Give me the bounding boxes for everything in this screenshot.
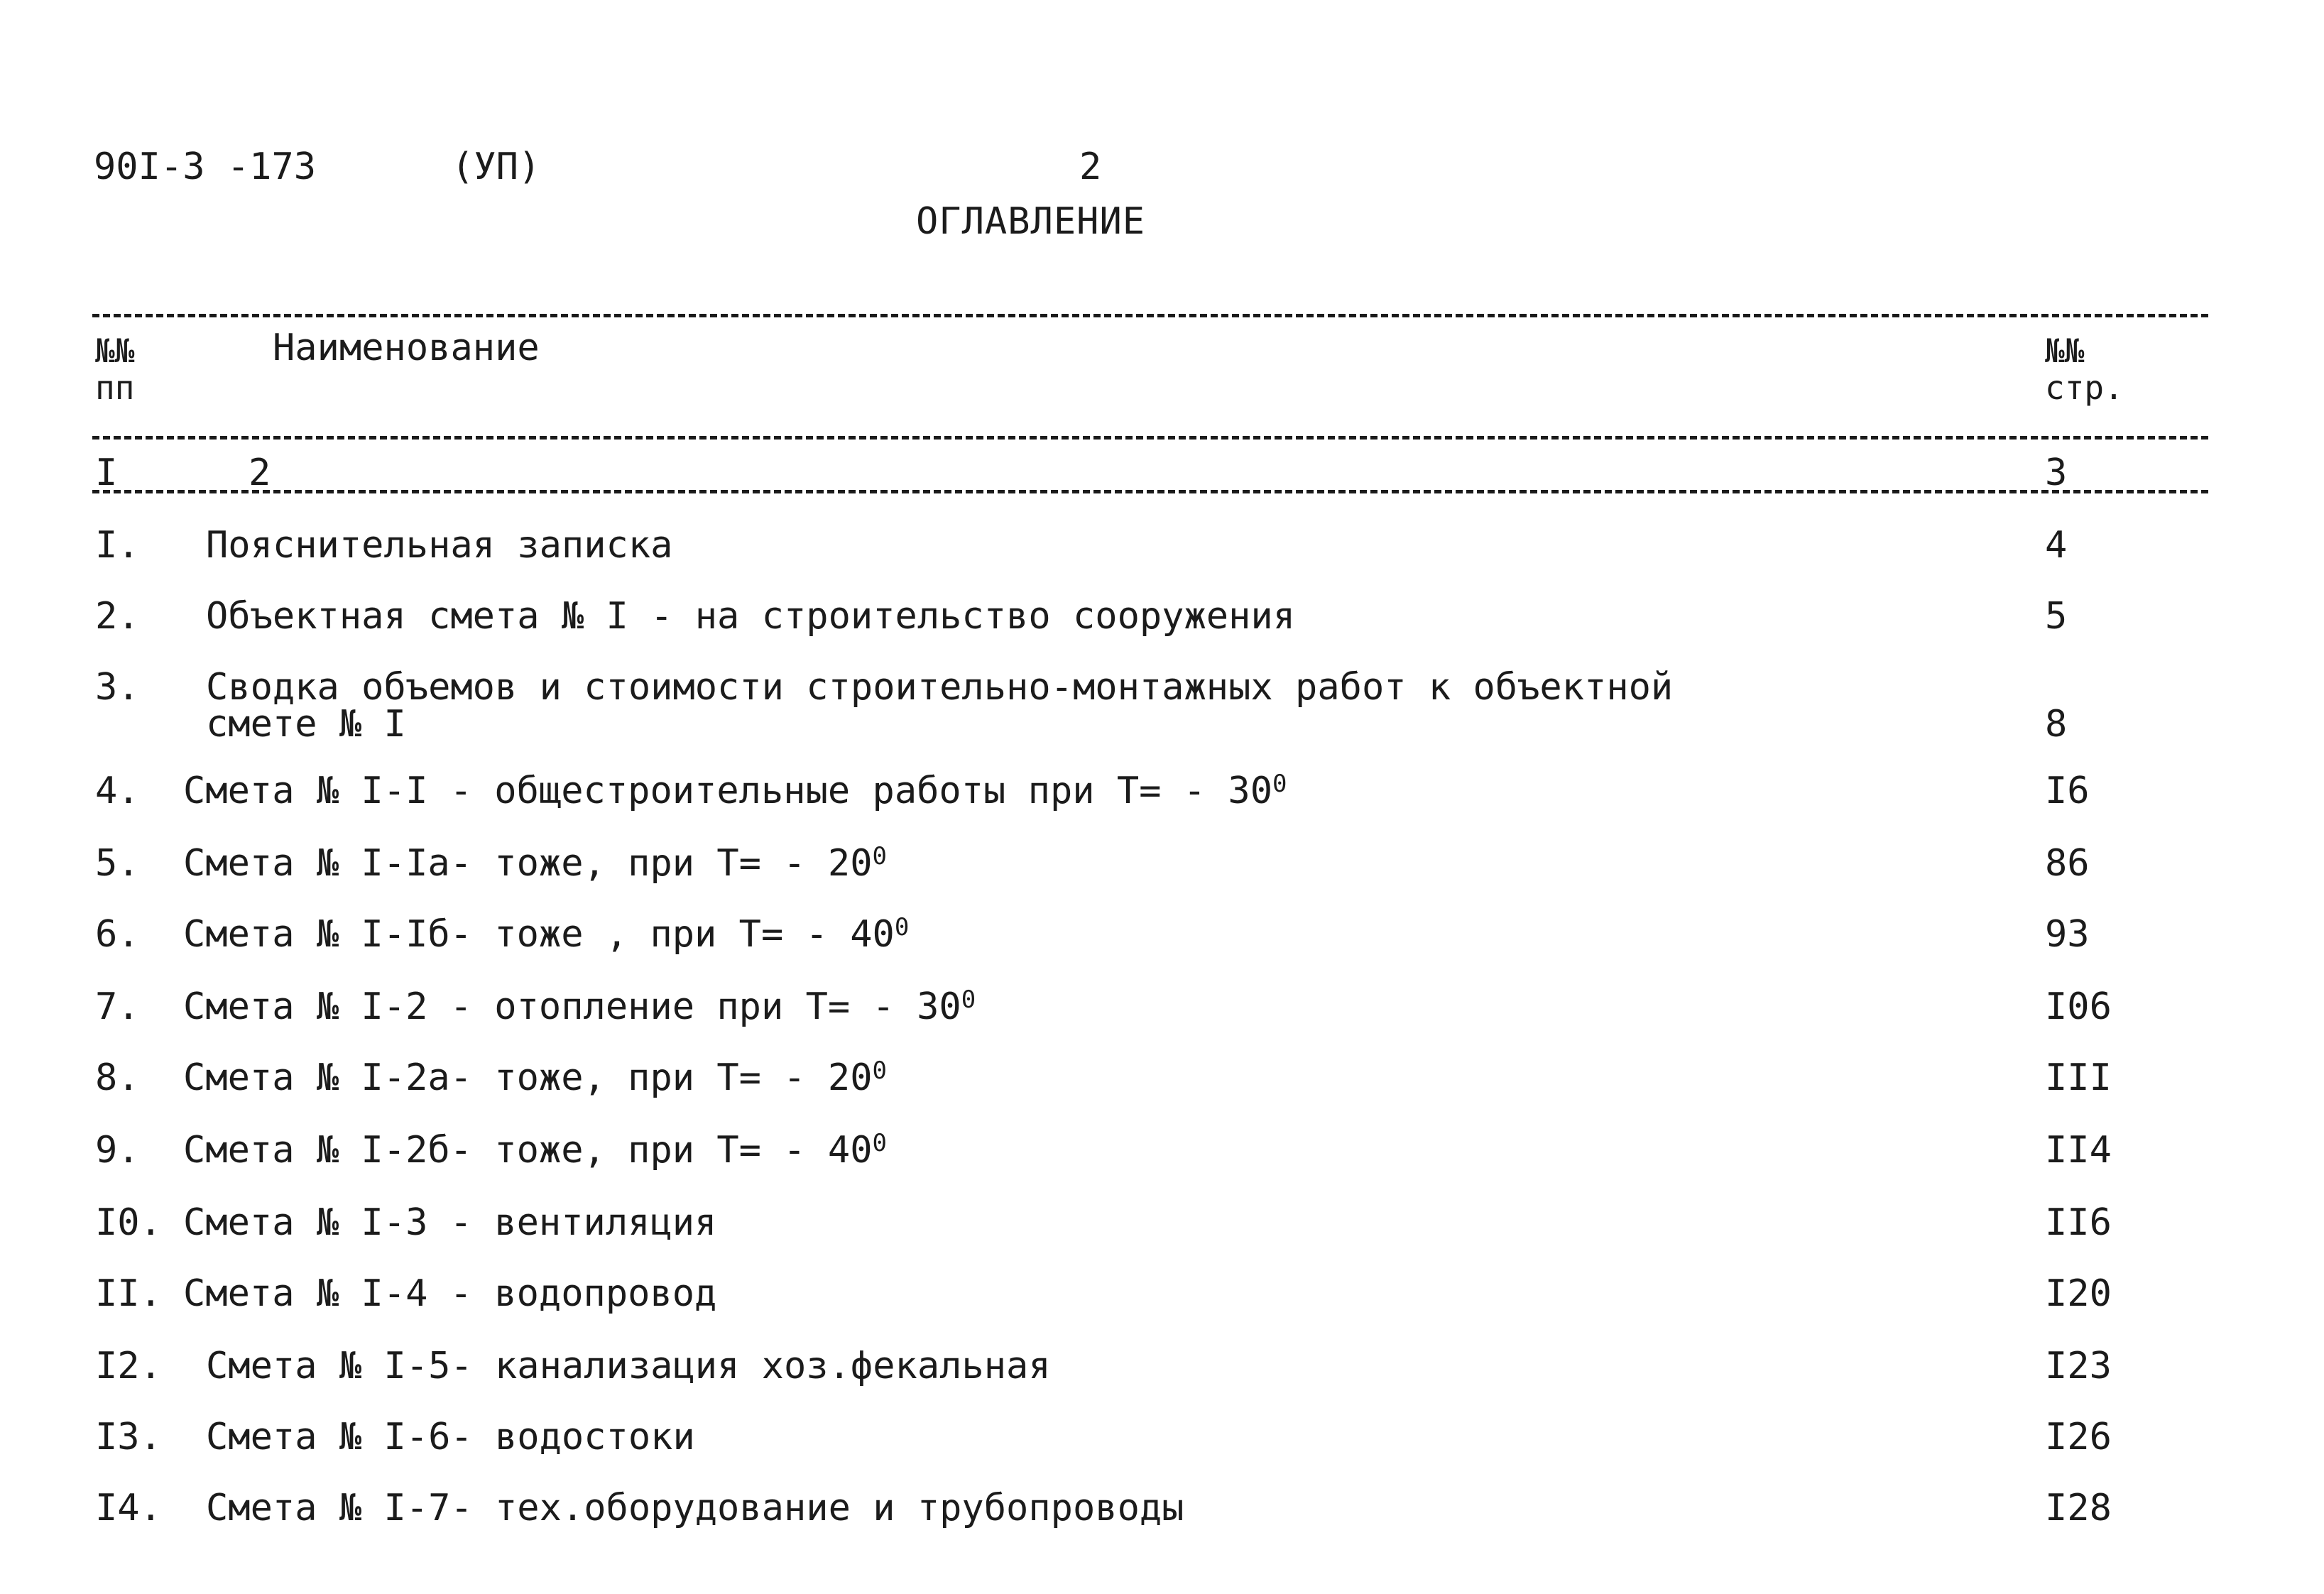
toc-row-number: II. [95,1272,162,1315]
toc-row [0,524,2324,602]
document-type: (УП) [452,146,541,188]
toc-row-name: Смета № I-2а- тоже, при Т= - 20 [183,1057,873,1099]
toc-row [0,1272,2324,1350]
toc-row-number: 9. [95,1129,140,1172]
toc-row-page: 93 [2045,913,2090,956]
toc-row [0,770,2324,848]
toc-row-number: 5. [95,842,140,885]
degree-superscript: 0 [872,1129,887,1157]
degree-superscript: 0 [872,842,887,870]
toc-row-name: Смета № I-6- водостоки [206,1416,695,1458]
toc-row-name: Смета № I-2 - отопление при Т= - 30 [183,986,961,1028]
toc-row [0,913,2324,991]
toc-row-name: Смета № I-Iб- тоже , при Т= - 40 [183,913,895,956]
toc-row-number: 3. [95,666,140,709]
toc-row-name: Объектная смета № I - на строительство сооружения [206,595,1296,638]
toc-row-number: I3. [95,1416,162,1458]
degree-superscript: 0 [872,1057,887,1085]
toc-row [0,666,2324,773]
col-name-header: Наименование [273,327,540,369]
toc-row-number: 4. [95,770,140,812]
table-top-rule [92,314,2208,317]
toc-row-page: I20 [2045,1272,2112,1315]
toc-row-page: II6 [2045,1201,2112,1244]
col-page-header-line2: стр. [2045,369,2124,407]
toc-row-number: I. [95,524,140,567]
toc-row-number: I2. [95,1345,162,1387]
toc-row-number: I4. [95,1487,162,1529]
toc-row-name: Смета № I-I - общестроительные работы при Т= - 30 [183,770,1273,812]
col-num-header-line1: №№ [95,332,135,370]
toc-row-page: 4 [2045,524,2068,567]
toc-row-number: 8. [95,1057,140,1099]
toc-row-number: 2. [95,595,140,638]
document-code: 90I-3 -173 [94,146,317,188]
toc-row-name: Смета № I-3 - вентиляция [183,1201,717,1244]
page-title: ОГЛАВЛЕНИЕ [916,200,1146,243]
toc-row-page: I28 [2045,1487,2112,1529]
toc-row [0,1129,2324,1207]
page-number: 2 [1079,146,1102,188]
toc-row-name: Смета № I-Iа- тоже, при Т= - 20 [183,842,873,885]
toc-row-name: Смета № I-2б- тоже, при Т= - 40 [183,1129,873,1172]
toc-row-name: Пояснительная записка [206,524,673,567]
toc-row-page: 86 [2045,842,2090,885]
toc-row-page: I6 [2045,770,2090,812]
index-col-3: 3 [2045,452,2068,494]
toc-row [0,1345,2324,1423]
toc-row-name: Смета № I-7- тех.оборудование и трубопроводы [206,1487,1184,1529]
toc-row-page: I06 [2045,986,2112,1028]
degree-superscript: 0 [894,913,910,941]
toc-row [0,1487,2324,1565]
toc-row [0,595,2324,673]
col-page-header-line1: №№ [2045,332,2085,370]
degree-superscript: 0 [1272,770,1287,798]
toc-row-name-continued: смете № I [206,703,406,746]
toc-row [0,986,2324,1064]
toc-row [0,842,2324,920]
toc-row-page: I23 [2045,1345,2112,1387]
toc-row [0,1416,2324,1494]
col-num-header-line2: пп [95,369,135,407]
toc-row-number: 7. [95,986,140,1028]
toc-row-number: 6. [95,913,140,956]
toc-row-page: I26 [2045,1416,2112,1458]
toc-row-name: Сводка объемов и стоимости строительно-монтажных работ к объектной [206,666,1674,709]
index-col-2: 2 [249,452,271,494]
index-bottom-rule [92,490,2208,493]
toc-row [0,1201,2324,1279]
header-bottom-rule [92,436,2208,440]
toc-row-page: 5 [2045,595,2068,638]
toc-row-name: Смета № I-4 - водопровод [183,1272,717,1315]
degree-superscript: 0 [961,986,976,1014]
toc-row-page: III [2045,1057,2112,1099]
toc-row-page: 8 [2045,703,2068,746]
toc-row-name: Смета № I-5- канализация хоз.фекальная [206,1345,1051,1387]
toc-row [0,1057,2324,1135]
toc-row-number: I0. [95,1201,162,1244]
toc-row-page: II4 [2045,1129,2112,1172]
index-col-1: I [95,452,118,494]
